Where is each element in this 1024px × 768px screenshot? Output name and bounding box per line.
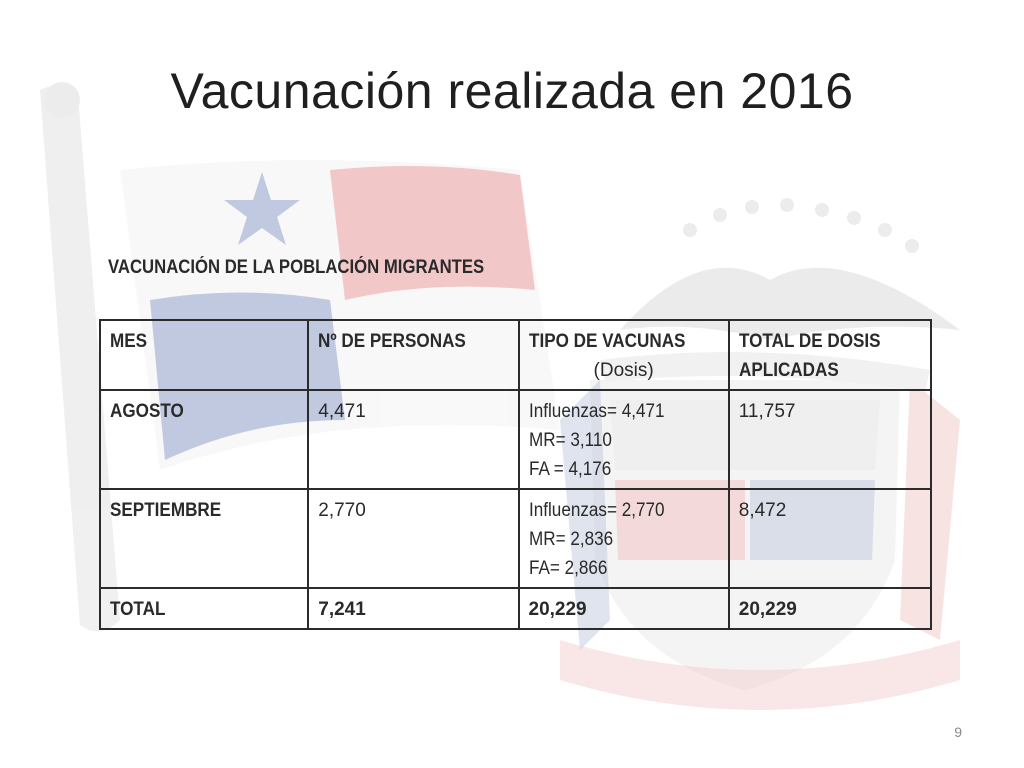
header-personas: Nº DE PERSONAS bbox=[308, 320, 518, 390]
vacuna-line: Influenzas= 4,471 bbox=[528, 401, 664, 422]
header-tipo-vacunas bbox=[519, 320, 729, 390]
table-row-total bbox=[100, 588, 931, 629]
cell-total-dosis: 20,229 bbox=[729, 588, 931, 629]
vacuna-line: FA= 2,866 bbox=[528, 558, 607, 579]
cell-total-label: TOTAL bbox=[100, 588, 308, 629]
cell-vacunas bbox=[519, 489, 729, 588]
vacuna-line: Influenzas= 2,770 bbox=[528, 500, 664, 521]
table-row-septiembre bbox=[100, 489, 931, 588]
header-total-dosis bbox=[729, 320, 931, 390]
header-total-line1: TOTAL DE DOSIS bbox=[738, 331, 881, 352]
cell-mes: SEPTIEMBRE bbox=[100, 489, 308, 588]
cell-mes: AGOSTO bbox=[100, 390, 308, 489]
header-mes: MES bbox=[100, 320, 308, 390]
cell-personas: 4,471 bbox=[308, 390, 518, 489]
vacuna-line: MR= 3,110 bbox=[528, 430, 612, 451]
header-total-line2: APLICADAS bbox=[738, 360, 839, 381]
cell-personas: 2,770 bbox=[308, 489, 518, 588]
cell-total: 8,472 bbox=[729, 489, 931, 588]
vacuna-line: MR= 2,836 bbox=[528, 529, 613, 550]
table-header-row bbox=[100, 320, 931, 390]
cell-total-personas: 7,241 bbox=[308, 588, 518, 629]
page-number: 9 bbox=[954, 724, 962, 740]
vacuna-line: FA = 4,176 bbox=[528, 459, 611, 480]
cell-vacunas bbox=[519, 390, 729, 489]
header-tipo-line2: (Dosis) bbox=[593, 360, 654, 381]
slide-title: Vacunación realizada en 2016 bbox=[170, 63, 854, 119]
cell-total-vacunas: 20,229 bbox=[519, 588, 729, 629]
header-tipo-line1: TIPO DE VACUNAS bbox=[528, 331, 685, 352]
cell-total: 11,757 bbox=[729, 390, 931, 489]
table-heading: VACUNACIÓN DE LA POBLACIÓN MIGRANTES bbox=[108, 257, 485, 278]
table-row-agosto bbox=[100, 390, 931, 489]
vaccination-table bbox=[99, 319, 932, 630]
